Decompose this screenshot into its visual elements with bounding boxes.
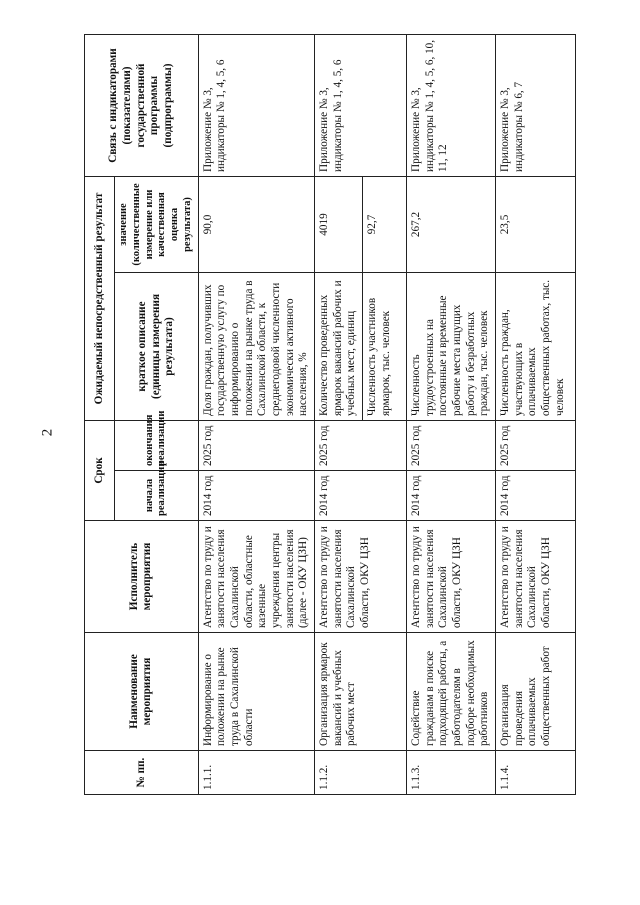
row-name: Организация ярмарок вакансий и учебных рабочих мест	[315, 633, 407, 751]
row-end: 2025 год	[198, 421, 314, 471]
header-link: Связь с индикаторами (показателями) государственной программы (подпрограммы)	[85, 34, 199, 176]
row-result-value: 267,2	[407, 176, 496, 272]
activities-table	[84, 34, 576, 795]
header-name: Наименование мероприятия	[85, 633, 199, 751]
row-name: Информирование о положении на рынке труда в Сахалинской области	[198, 633, 314, 751]
page-number: 2	[39, 428, 56, 437]
table-row	[315, 34, 363, 794]
row-num: 1.1.1.	[198, 751, 314, 795]
table-row	[495, 34, 575, 794]
row-result-value: 90,0	[198, 176, 314, 272]
row-end: 2025 год	[315, 421, 407, 471]
row-end: 2025 год	[495, 421, 575, 471]
row-num: 1.1.3.	[407, 751, 496, 795]
row-result-desc: Численность трудоустроенных на постоянные и временные рабочие места ищущих работу и безработных граждан, тыс. человек	[407, 273, 496, 421]
row-result-value: 4019	[315, 176, 363, 272]
row-name: Организация проведения оплачиваемых общественных работ	[495, 633, 575, 751]
row-name: Содействие гражданам в поиске подходящей работы, а работодателям в подборе необходимых работников	[407, 633, 496, 751]
header-expected-value: значение (количественные измерение или качественная оценка результата)	[115, 176, 199, 272]
header-term-start: начала реализации	[115, 471, 199, 521]
row-executor: Агентство по труду и занятости населения Сахалинской области, ОКУ ЦЗН	[495, 521, 575, 633]
row-num: 1.1.4.	[495, 751, 575, 795]
row-result-desc: Численность граждан, участвующих в оплачиваемых общественных работах, тыс. человек	[495, 273, 575, 421]
header-num: № пп.	[85, 751, 199, 795]
rotated-table-container	[84, 35, 574, 795]
row-start: 2014 год	[315, 471, 407, 521]
row-executor: Агентство по труду и занятости населения Сахалинской области, областные казенные учреждения центры занятости населения (далее - ОКУ ЦЗН)	[198, 521, 314, 633]
header-expected-desc: краткое описание (единицы измерения результата)	[115, 273, 199, 421]
row-result-value: 92,7	[363, 176, 407, 272]
row-link: Приложение № 3, индикаторы № 1, 4, 5, 6	[198, 34, 314, 176]
row-result-desc: Количество проведенных ярмарок вакансий рабочих и учебных мест, единиц	[315, 273, 363, 421]
table-row	[407, 34, 496, 794]
row-start: 2014 год	[407, 471, 496, 521]
row-start: 2014 год	[198, 471, 314, 521]
row-executor: Агентство по труду и занятости населения Сахалинской области, ОКУ ЦЗН	[407, 521, 496, 633]
row-num: 1.1.2.	[315, 751, 407, 795]
row-result-desc: Доля граждан, получивших государственную услугу по информированию о положении на рынке труда в Сахалинской области, к среднегодовой численности экономически активного населения, %	[198, 273, 314, 421]
row-result-desc: Численность участников ярмарок, тыс. человек	[363, 273, 407, 421]
row-link: Приложение № 3, индикаторы № 6, 7	[495, 34, 575, 176]
table-row	[198, 34, 314, 794]
row-end: 2025 год	[407, 421, 496, 471]
row-link: Приложение № 3, индикаторы № 1, 4, 5, 6, 10, 11, 12	[407, 34, 496, 176]
header-term-end: окончания реализации	[115, 421, 199, 471]
header-term: Срок	[85, 421, 115, 521]
row-link: Приложение № 3, индикаторы № 1, 4, 5, 6	[315, 34, 407, 176]
row-result-value: 23,5	[495, 176, 575, 272]
header-expected: Ожидаемый непосредственный результат	[85, 176, 115, 420]
header-executor: Исполнитель мероприятия	[85, 521, 199, 633]
row-start: 2014 год	[495, 471, 575, 521]
row-executor: Агентство по труду и занятости населения Сахалинской области, ОКУ ЦЗН	[315, 521, 407, 633]
